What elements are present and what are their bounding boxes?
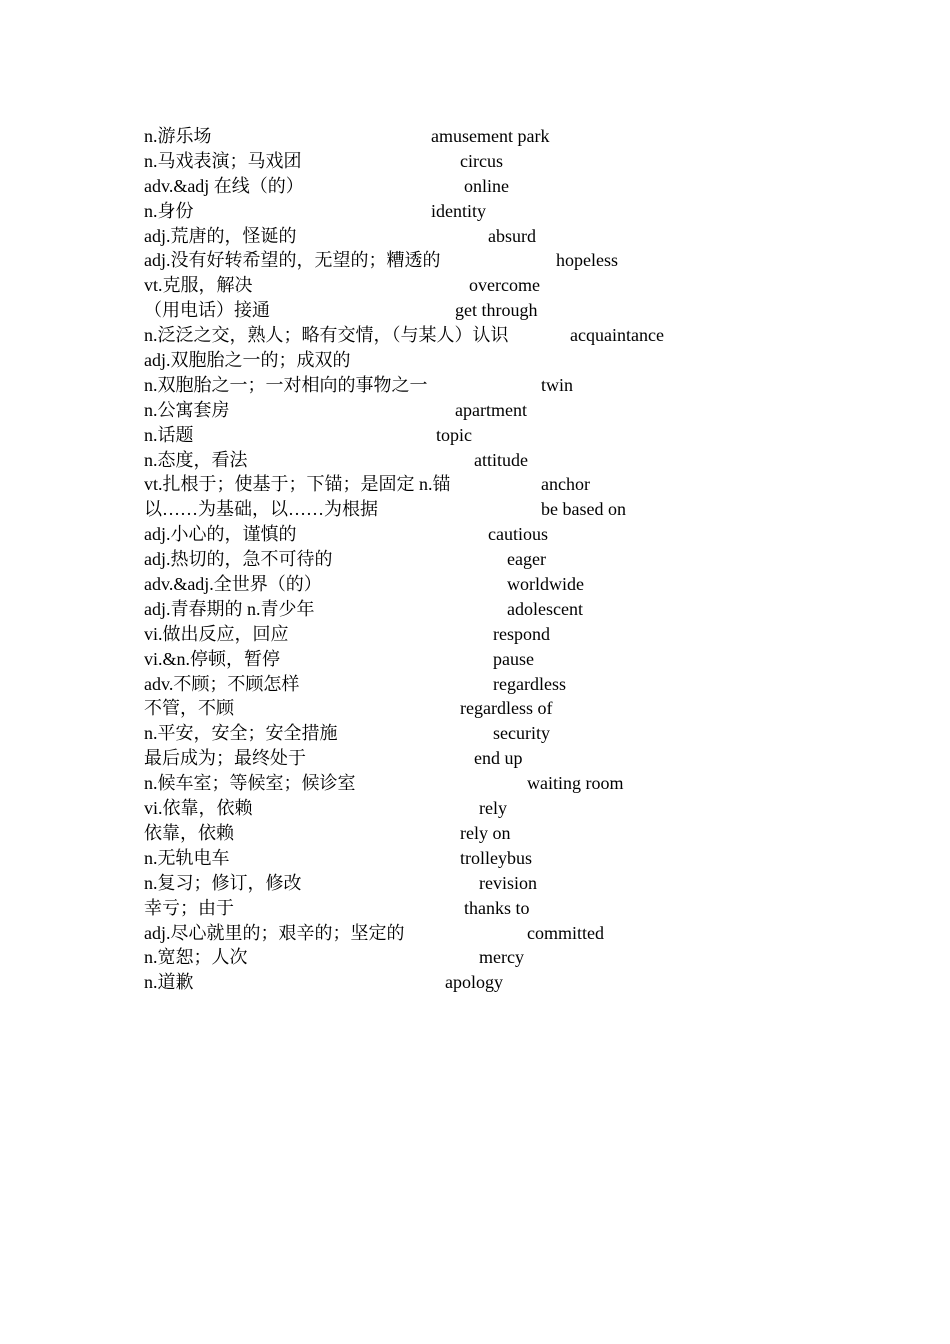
vocab-term: mercy [479,947,524,968]
vocab-row [144,597,844,622]
vocab-row [144,348,844,373]
vocab-row [144,970,844,995]
vocab-definition: n.身份 [144,200,194,221]
vocab-definition: vi.依靠，依赖 [144,798,253,819]
vocab-term: hopeless [556,250,618,271]
vocab-row [144,746,844,771]
vocab-definition: adj.双胞胎之一的；成双的 [144,350,351,371]
vocab-term: attitude [474,449,528,470]
vocab-term: acquaintance [570,325,664,346]
vocab-definition: vi.&n.停顿，暂停 [144,648,281,669]
vocab-definition: 幸亏；由于 [144,897,234,918]
vocab-definition: vt.扎根于；使基于；下锚；是固定 n.锚 [144,474,451,495]
vocab-term: get through [455,300,538,321]
vocab-row [144,199,844,224]
vocab-term: thanks to [464,897,530,918]
vocab-definition: adj.小心的，谨慎的 [144,524,297,545]
vocab-term: eager [507,549,546,570]
vocab-definition: 最后成为；最终处于 [144,748,306,769]
vocab-definition: adj.荒唐的，怪诞的 [144,225,297,246]
vocab-definition: adj.热切的，急不可待的 [144,549,333,570]
vocab-row [144,273,844,298]
vocab-term: circus [460,150,503,171]
vocab-row [144,298,844,323]
vocab-term: online [464,175,509,196]
vocab-definition: vt.克服，解决 [144,275,253,296]
vocab-row [144,896,844,921]
vocab-row [144,149,844,174]
vocab-row [144,796,844,821]
vocab-row [144,921,844,946]
vocab-definition: vi.做出反应，回应 [144,623,289,644]
vocab-row [144,672,844,697]
vocab-term: trolleybus [460,847,532,868]
vocab-definition: adj.青春期的 n.青少年 [144,598,315,619]
vocab-term: apology [445,972,503,993]
vocab-row [144,224,844,249]
vocab-definition: n.马戏表演；马戏团 [144,150,302,171]
vocab-row [144,124,844,149]
vocab-definition: n.候车室；等候室；候诊室 [144,773,356,794]
vocabulary-list [144,124,844,995]
vocab-term: adolescent [507,598,583,619]
vocab-row [144,423,844,448]
vocab-row [144,472,844,497]
vocab-row [144,821,844,846]
vocab-definition: 不管，不顾 [144,698,234,719]
vocab-definition: adv.&adj 在线（的） [144,175,304,196]
vocab-definition: n.话题 [144,424,194,445]
vocab-term: be based on [541,499,626,520]
vocab-term: overcome [469,275,540,296]
vocab-definition: 以……为基础，以……为根据 [144,499,378,520]
vocab-term: identity [431,200,486,221]
vocab-row [144,622,844,647]
vocab-term: absurd [488,225,536,246]
vocab-row [144,871,844,896]
vocab-definition: n.复习；修订，修改 [144,872,302,893]
vocab-term: rely [479,798,507,819]
vocab-term: anchor [541,474,590,495]
vocab-definition: adj.没有好转希望的，无望的；糟透的 [144,250,441,271]
vocab-row [144,373,844,398]
vocab-definition: n.公寓套房 [144,399,230,420]
vocab-definition: n.无轨电车 [144,847,230,868]
vocab-term: pause [493,648,534,669]
vocab-row [144,497,844,522]
vocab-definition: （用电话）接通 [144,300,270,321]
vocab-term: respond [493,623,550,644]
vocab-row [144,248,844,273]
vocab-definition: 依靠，依赖 [144,822,234,843]
vocab-row [144,323,844,348]
vocab-definition: adj.尽心就里的；艰辛的；坚定的 [144,922,405,943]
vocab-term: twin [541,374,574,395]
vocab-definition: n.平安，安全；安全措施 [144,723,338,744]
vocab-term: security [493,723,550,744]
vocab-term: topic [436,424,472,445]
vocab-term: cautious [488,524,548,545]
vocab-definition: n.泛泛之交，熟人；略有交情，（与某人）认识 [144,325,509,346]
vocab-row [144,945,844,970]
vocab-term: regardless [493,673,566,694]
vocab-row [144,174,844,199]
vocab-row [144,647,844,672]
vocab-term: committed [527,922,604,943]
vocab-row [144,547,844,572]
vocab-term: revision [479,872,537,893]
vocab-row [144,522,844,547]
vocab-row [144,398,844,423]
vocab-term: waiting room [527,773,624,794]
vocab-definition: n.游乐场 [144,126,212,146]
vocab-row [144,448,844,473]
vocab-row [144,846,844,871]
vocab-definition: n.双胞胎之一；一对相向的事物之一 [144,374,428,395]
vocab-term: rely on [460,822,511,843]
vocab-term: end up [474,748,523,769]
vocab-term: regardless of [460,698,553,719]
vocab-definition: adv.&adj.全世界（的） [144,574,322,595]
vocab-definition: n.态度，看法 [144,449,248,470]
vocab-row [144,696,844,721]
vocab-term: worldwide [507,574,584,595]
vocab-row [144,572,844,597]
vocab-term: amusement park [431,126,550,146]
vocab-row [144,771,844,796]
vocab-definition: n.道歉 [144,972,194,993]
vocab-definition: n.宽恕；人次 [144,947,248,968]
vocab-row [144,721,844,746]
vocab-definition: adv.不顾；不顾怎样 [144,673,300,694]
vocab-term: apartment [455,399,527,420]
